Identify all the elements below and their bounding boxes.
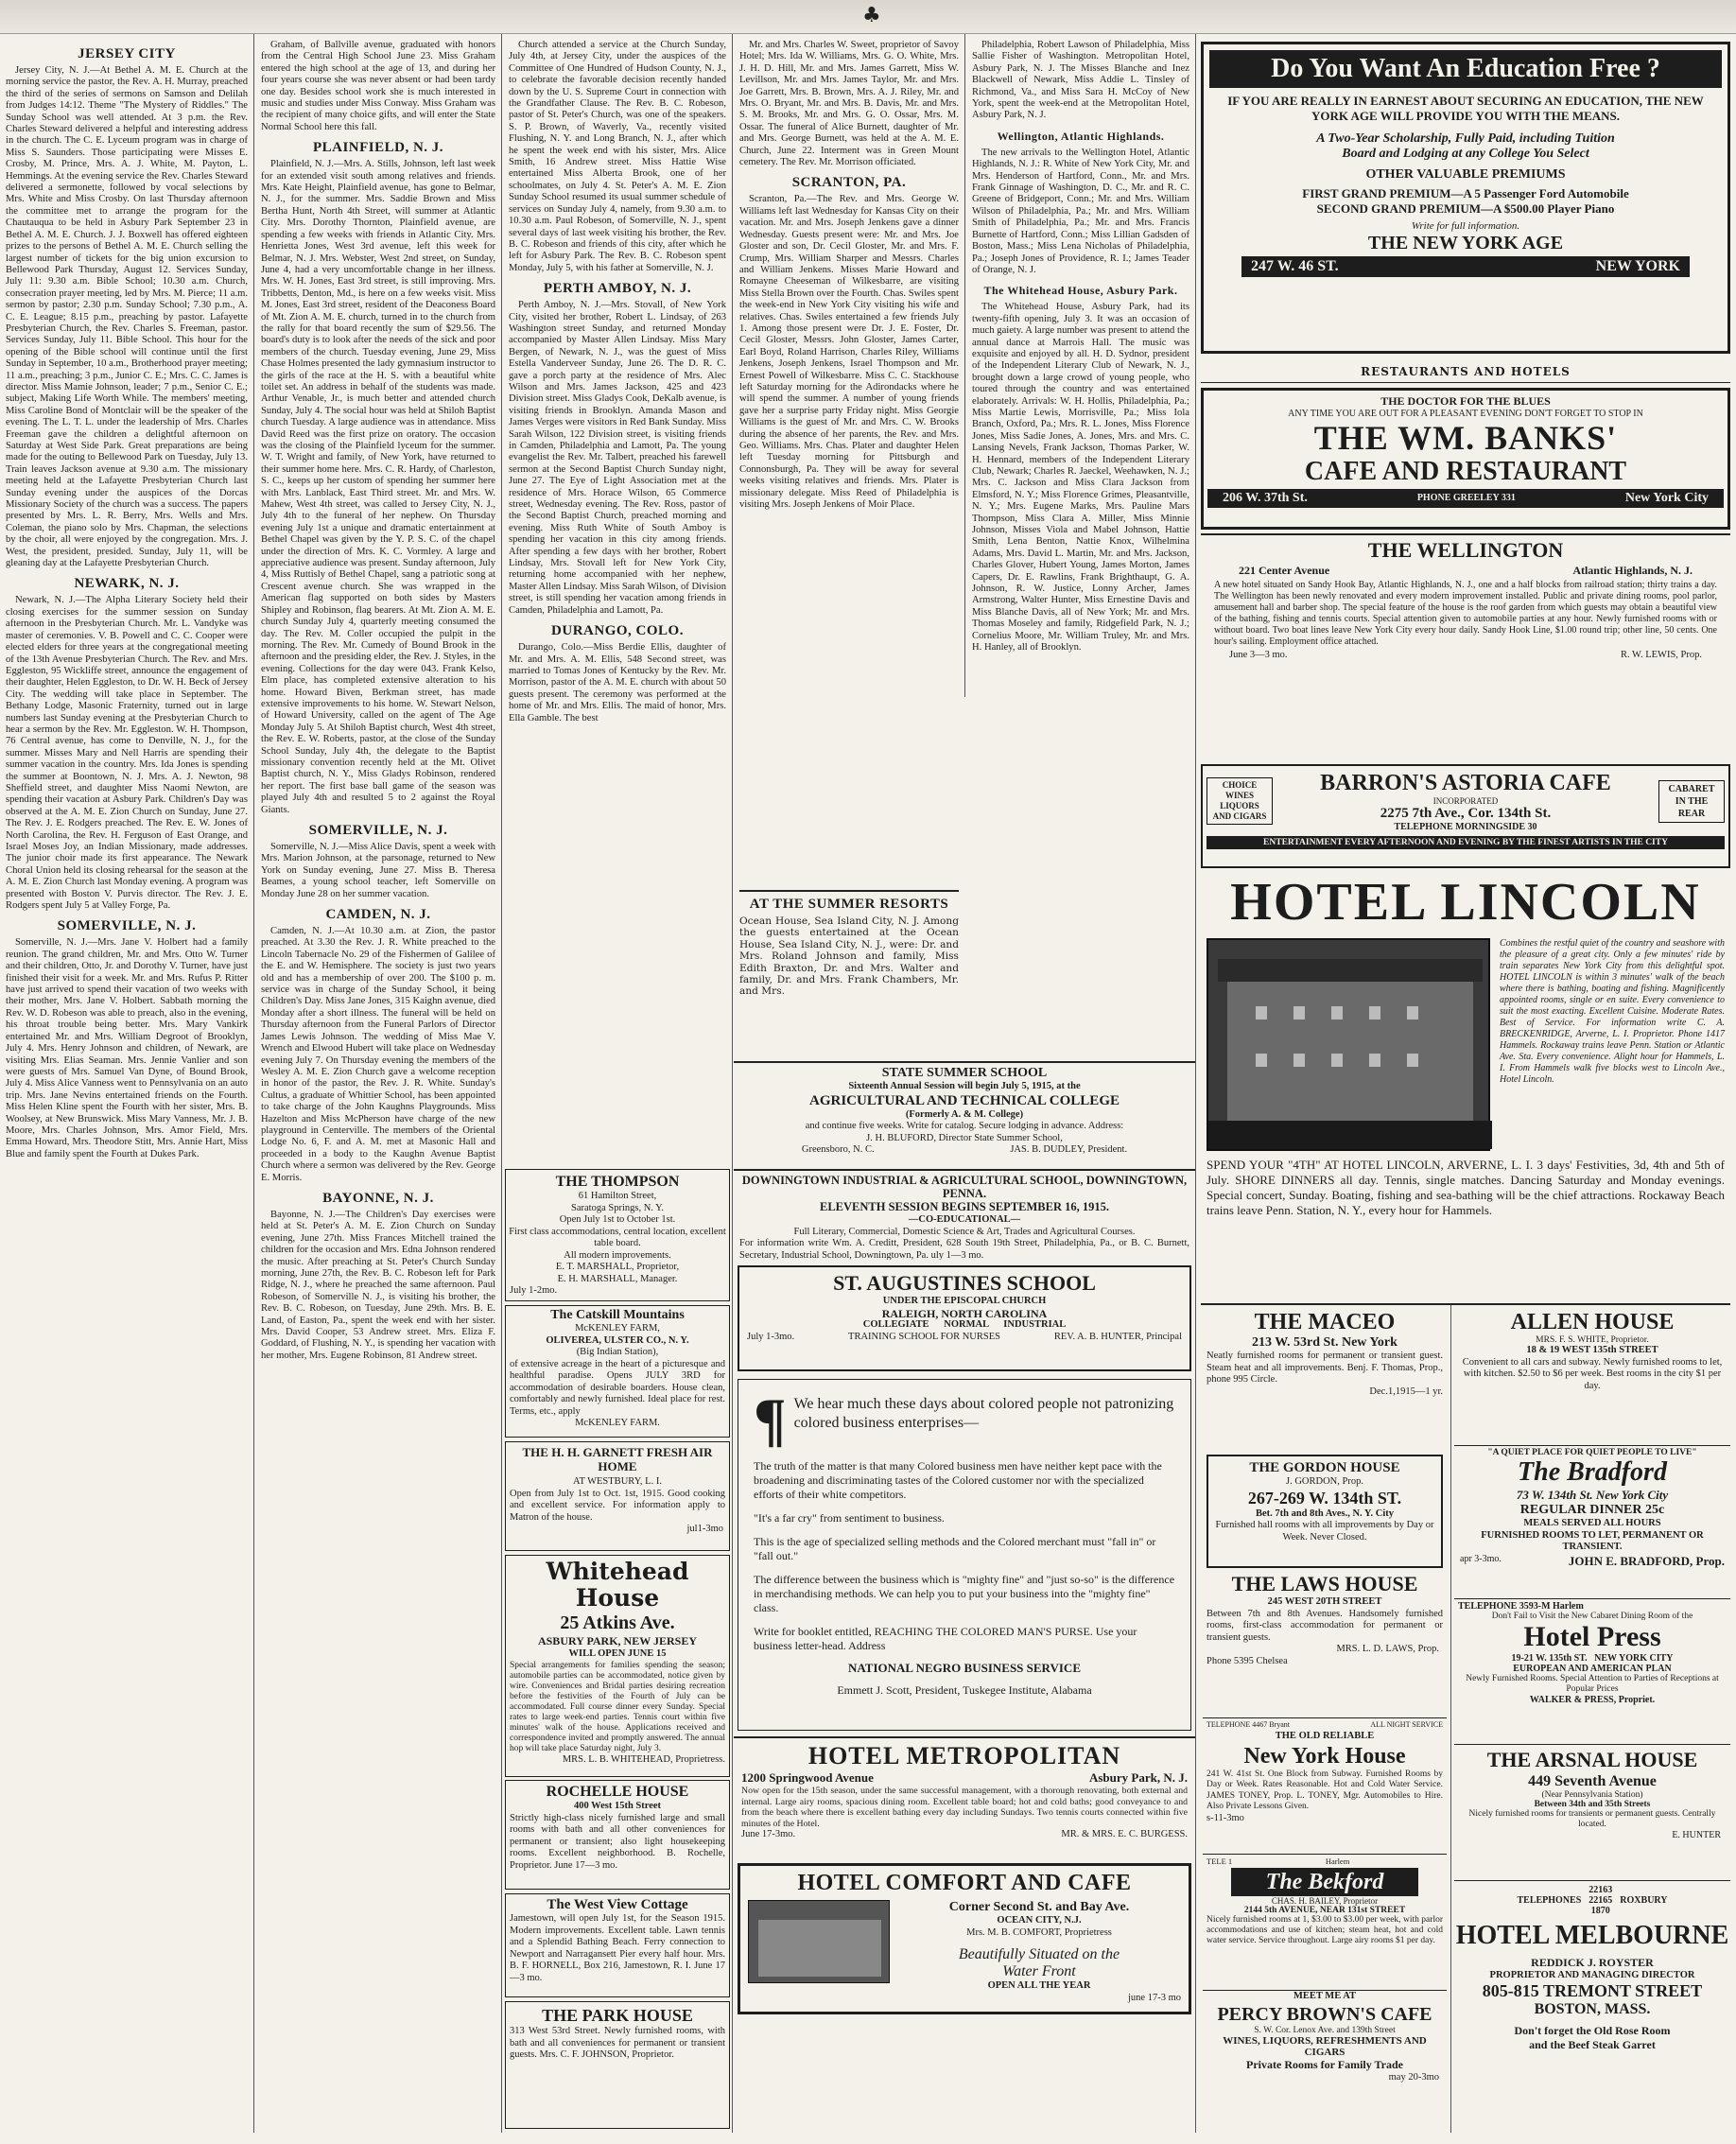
westview-title: The West View Cottage	[547, 1897, 688, 1912]
lincoln-ad	[1201, 872, 1730, 1298]
comfort-slogan: Water Front	[1002, 1963, 1076, 1979]
barron-center	[1273, 770, 1658, 832]
bekford-text: Nicely furnished rooms at 1, $3.00 to $3.00 per week, with parlor accommodations and use of kitchen; steam heat, hot and cold water service. Service throughout. Large airy rooms $1 per day.	[1207, 1915, 1443, 1945]
lincoln-window	[1293, 1006, 1305, 1020]
education-ad	[1201, 42, 1730, 354]
barron-left-box	[1207, 777, 1273, 825]
percy-rooms: Private Rooms for Family Trade	[1246, 2057, 1403, 2071]
maceo-title: THE MACEO	[1254, 1310, 1396, 1334]
column-divider	[253, 34, 254, 2133]
lincoln-hotel-image	[1207, 938, 1490, 1151]
lincoln-window	[1256, 1006, 1267, 1020]
article-text: Plainfield, N. J.—Mrs. A. Stills, Johnson, left last week for an extended visit south among relatives and friends. Mrs. Kate Height, Plainfield avenue, has gone to Belmar, N. J., for the summer. Mrs. Saddie Brown and Miss Bertha Hunt, North 4th Street, will summer at Atlantic City. Mrs. Dorothy Thornton, Plainfield avenue, are spending a few weeks with friends in Atlantic City. Mrs. Henrietta Jones, West 3rd avenue, left this week for Belmar, N. J. Mrs. Webster, West 2nd street, on Sunday, June 4, had a very uncomfortable change in her illness. Mrs. W. H. Jones, East 3rd street, is still improving. Mrs. Tribbetts, Denton, Md., is here on a few weeks visit. Miss M. Jones, East 3rd street, resident of the Deaconess Board of Mt. Zion A. M. E. church, turned in to the church from the rally for that board recently the sum of $29.56. The board's duty is to look after the needs of the sick and poor members of the church. Tuesday evening, June 29, Miss Chase Holmes presented the lady gymnasium instructor to the girls of the race at the H. S. with a beautiful white toilet set. An address in behalf of the students was made. Arthur Venable, Jr., is much better and attended church Sunday, July 4. The social hour was held at Shiloh Baptist church Tuesday. A large audience was in attendance. Miss David Reed was the first prize on oratory. The occasion was the closing of the Plainfield lyceum for the summer. W. T. Wright and family, of New York, have returned to their summer home here. Mrs. C. R. Hardy, of Charleston, S. C., keeps up her custom of spending her summer here with Mrs. Lanblack, East Third street. Mr. and Mrs. W. Mahew, West 4th street, was called to Jersey City, N. J., July 4th to the funeral of her nephew. On Thursday evening July 1st a unique and dramatic entertainment at Bethel Chapel was given by the Y. P. S. C. of the chapel under the direction of Mrs. K. C. Vormley. A large and appreciative audience was present. Sunday afternoon, July 4, Miss Ruttisly of Bethel Chapel, sang a patriotic song at Crescent avenue church. She was wrapped in the American flag supported on both sides by Masters Shipley and Robinson, flag bearers. At Mt. Zion A. M. E. church Sunday July 4, quarterly meeting consumed the day. The Rev. M. Coller occupied the pulpit in the morning. The Rev. Mr. Cumedy of Bound Brook in the afternoon and the presiding elder, the Rev. J. Styles, in the evening. Collections for the day were 043. Frank Kelso, Elm place, has completed extensive alteration to his home. Howard Biven, Berkman street, has made extensive improvements to his home. W. Stewart Nelson, of Howard University, called on the agent of The Age Monday July 5. At Shiloh Baptist church, West 4th street, the Rev. E. W. Roberts, pastor, at the close of the Sunday School Sunday, July 4th, the delegate to the Baptist missionary convention recently held at the Mt. Olivet Baptist church, N. Y., Miss Gladys Robinson, rendered her report. The first base ball game of the season was played July 4th and resulted 5 to 2 against the Royal Giants.	[261, 159, 495, 815]
wellington-footer	[1201, 650, 1730, 662]
rochelle-ad	[505, 1780, 730, 1890]
page-top-strip	[0, 0, 1736, 34]
laws-address: 245 WEST 20TH STREET	[1267, 1596, 1382, 1607]
nnbs-paragraph: The difference between the business which is "mighty fine" and "just so-so" is the difference in merchandising methods. We can help you to put your business into the "mighty fine" class.	[754, 1573, 1175, 1614]
parkhouse-text: 313 West 53rd Street. Newly furnished rooms, with bath and all conveniences for permanent or transient guests. Mrs. C. F. JOHNSON, Proprietor.	[510, 2026, 725, 2060]
thompson-line: All modern improvements.	[564, 1249, 671, 1261]
metropolitan-ad	[734, 1736, 1195, 1859]
nyhouse-title: New York House	[1243, 1743, 1406, 1769]
education-first-premium: FIRST GRAND PREMIUM—A 5 Passenger Ford Automobile	[1302, 186, 1629, 200]
section-title-plainfield: PLAINFIELD, N. J.	[312, 140, 444, 156]
article-text: Church attended a service at the Church Sunday, July 4th, at Jersey City, under the auspices of the Committee of One Hundred of Hudson County, N. J., to celebrate the favorable decision recently handed down by the U. S. Supreme Court in connection with the Grandfather Clause. The Rev. B. C. Robeson, pastor of St. Peter's Church, was one of the speakers. S. P. Brown, of Waverly, Va., recently visited Flushing, N. Y. and Long Branch, N. J., after which he spent the week end with his sister, Mrs. Alice Smith, 16 Andrew street. Miss Hattie Wise entertained Miss Alberta Brook, one of her schoolmates, on July 4. St. Peter's A. M. E. Zion Sunday School resumed its usual summer schedule of services on Sunday July 4, namely, from 9.30 a.m. to 10.30 a.m. Paul Robeson, of Somerville, N. J., spent several days of last week visiting his brother, the Rev. B. C. Robeson and friends of this city, after which he left for Asbury Park. The Rev. B. C. Robeson spent Monday, July 5, with his father at Somerville, N. J.	[509, 40, 726, 273]
gordon-title: THE GORDON HOUSE	[1249, 1460, 1400, 1475]
thompson-line: Open July 1st to October 1st.	[559, 1214, 676, 1225]
banks-tagline: THE DOCTOR FOR THE BLUES	[1380, 394, 1551, 408]
column-divider	[1195, 34, 1196, 2133]
pilcrow-icon: ¶	[754, 1386, 787, 1453]
lincoln-porch	[1208, 1121, 1492, 1149]
restaurants-header: RESTAURANTS AND HOTELS	[1361, 365, 1571, 378]
wellington-text: A new hotel situated on Sandy Hook Bay, Atlantic Highlands, N. J., one and a half blocks from railroad station; thirty trains a day. The Wellington has been newly renovated and every modern improvement installed. Public and private dining rooms, pool parlor, amusement hall and barber shop. The special feature of the house is the roof garden from which guests may obtain a beautiful view of the bathing, fishing and tennis courts. Special attention given to automobile parties at any hour. Newly furnished rooms with or without board. Two boat lines leave New York City every hour daily. Sandy Hook Line, $1.00 round trip; other line, 50 cents. One hour's sailing. Employment office attached.	[1214, 580, 1717, 647]
barron-right-box	[1658, 780, 1725, 823]
melbourne-address: 805-815 TREMONT STREET	[1482, 1981, 1703, 2000]
comfort-address: Corner Second St. and Bay Ave.	[948, 1900, 1130, 1914]
bekford-tele: TELE 1	[1207, 1856, 1233, 1866]
allen-proprietor: MRS. F. S. WHITE, Proprietor.	[1536, 1335, 1649, 1345]
article-text: The new arrivals to the Wellington Hotel, Atlantic Highlands, N. J.: R. White of New York City, Mr. and Mrs. Henderson of Hartford, Conn., Mr. and Mrs. Frank Ginnage of Washington, D. C., Mr. and R. C. Greene of Bridgeport, Conn.; Mr. and Mrs. William Wilson of Philadelphia, Pa.; Mr. and Mrs. William Smith of Philadelphia, Pa.; Mr. and Mrs. Francis Burnette of Hartford, Conn.; Miss Lillian Gadsden of Boston, Mass.; Miss Lena Nicholas of Philadelphia, Pa.; Joseph Jones of Providence, R. I.; James Teader of Orange, N. J.	[972, 147, 1189, 275]
downingtown-ad	[734, 1169, 1195, 1260]
education-city: NEW YORK	[1595, 258, 1680, 274]
arsnal-sub: (Near Pennsylvania Station)	[1541, 1790, 1643, 1800]
melbourne-tele-number: 22165	[1588, 1895, 1613, 1906]
thompson-title: THE THOMPSON	[555, 1174, 680, 1190]
metropolitan-city: Asbury Park, N. J.	[1088, 1770, 1188, 1785]
metropolitan-footer	[734, 1829, 1195, 1841]
barron-ad	[1201, 764, 1730, 868]
comfort-open: OPEN ALL THE YEAR	[987, 1980, 1091, 1991]
lincoln-bottom-text: SPEND YOUR "4TH" AT HOTEL LINCOLN, ARVERNE, L. I. 3 days' Festivities, 3d, 4th and 5th of July. SHORE DINNERS all day. Tennis, single matches. Dancing Saturday and Monday evenings. Special concert, Sunday. Boating, fishing and sea-bathing will be the chief attractions. Rockaway Beach trains leave Penn. Station, N. Y., every hour for Hammels.	[1207, 1158, 1725, 1217]
divider	[1201, 382, 1730, 383]
wellington-address-row	[1201, 564, 1730, 578]
section-title-jersey-city: JERSEY CITY	[78, 46, 176, 61]
nyhouse-service: ALL NIGHT SERVICE	[1370, 1720, 1443, 1729]
press-title: Hotel Press	[1523, 1621, 1661, 1652]
barron-left: AND CIGARS	[1212, 811, 1267, 821]
state-school-city: Greensboro, N. C.	[801, 1144, 875, 1155]
parkhouse-ad	[505, 2001, 730, 2129]
section-title-scranton: SCRANTON, PA.	[791, 175, 907, 191]
column-divider	[964, 34, 965, 697]
barron-left: LIQUORS	[1220, 801, 1259, 811]
thompson-line: E. H. MARSHALL, Manager.	[557, 1273, 678, 1284]
bradford-dinner: REGULAR DINNER 25c	[1519, 1503, 1665, 1517]
metropolitan-proprietor: MR. & MRS. E. C. BURGESS.	[1061, 1829, 1188, 1839]
section-title-durango: DURANGO, COLO.	[551, 623, 684, 639]
whitehead-city: ASBURY PARK, NEW JERSEY	[537, 1634, 698, 1647]
banks-ad	[1201, 388, 1730, 530]
allen-address: 18 & 19 WEST 135th STREET	[1526, 1345, 1658, 1355]
rochelle-text: Strictly high-class nicely furnished large and small rooms with bath and all other conveniences for permanent or transient; also light housekeeping rooms. Excellent neighborhood. B. Rochelle, Proprietor. June 17—3 mo.	[510, 1812, 725, 1871]
whitehead-title: Whitehead House	[546, 1558, 689, 1612]
gordon-text: Furnished hall rooms with all improvements by Day or Week. Never Closed.	[1215, 1520, 1434, 1543]
melbourne-roxbury: ROXBURY	[1620, 1895, 1668, 1906]
nnbs-lead: We hear much these days about colored people not patronizing colored business enterprises—	[793, 1396, 1174, 1431]
melbourne-line: Don't forget the Old Rose Room	[1514, 2024, 1671, 2037]
comfort-details	[897, 1900, 1181, 2004]
st-augustines-ad	[738, 1265, 1191, 1371]
column-2	[255, 40, 501, 2131]
wellington-date: June 3—3 mo.	[1229, 650, 1288, 660]
column-divider	[501, 34, 502, 2133]
education-paper: THE NEW YORK AGE	[1367, 233, 1564, 253]
percy-title: PERCY BROWN'S CAFE	[1217, 2003, 1432, 2025]
lincoln-window	[1369, 1006, 1380, 1020]
comfort-body	[740, 1896, 1189, 2008]
barron-right: CABARET	[1668, 783, 1715, 794]
state-school-line: Sixteenth Annual Session will begin July 5, 1915, at the	[848, 1081, 1081, 1091]
banks-title: THE WM. BANKS'	[1313, 419, 1618, 457]
lincoln-title: HOTEL LINCOLN	[1230, 873, 1701, 932]
masthead-ornament-icon: ♣	[862, 4, 881, 27]
percy-text: WINES, LIQUORS, REFRESHMENTS AND CIGARS	[1223, 2034, 1427, 2058]
barron-address: 2275 7th Ave., Cor. 134th St.	[1380, 806, 1552, 821]
section-title-somerville: SOMERVILLE, N. J.	[308, 823, 448, 838]
barron-phone: TELEPHONE MORNINGSIDE 30	[1394, 822, 1537, 832]
nyhouse-ad	[1203, 1717, 1447, 1850]
thompson-line: Saratoga Springs, N. Y.	[571, 1202, 664, 1213]
maceo-address: 213 W. 53rd St. New York	[1252, 1335, 1397, 1350]
section-title-wellington: Wellington, Atlantic Highlands.	[997, 129, 1165, 143]
state-school-college: AGRICULTURAL AND TECHNICAL COLLEGE	[808, 1092, 1120, 1108]
education-second-premium: SECOND GRAND PREMIUM—A $500.00 Player Piano	[1316, 201, 1615, 216]
catskill-line: of extensive acreage in the heart of a picturesque and healthful paradise. Opens JULY 3RD for accommodation of desirable boarders. House clean, comfortably and newly furnished. Ideal place for rest. Terms, etc., apply	[510, 1358, 725, 1417]
column-5	[966, 40, 1195, 877]
maceo-ad	[1203, 1309, 1447, 1451]
laws-phone: Phone 5395 Chelsea	[1207, 1655, 1288, 1666]
st-augustines-line: UNDER THE EPISCOPAL CHURCH	[882, 1296, 1047, 1306]
maceo-text: Neatly furnished rooms for permanent or transient guest. Steam heat and all improvements. Benj. F. Thomas, Prop., phone 995 Circle.	[1207, 1351, 1443, 1385]
melbourne-owner: REDDICK J. ROYSTER	[1531, 1956, 1654, 1969]
lincoln-window	[1369, 1054, 1380, 1067]
arsnal-title: THE ARSNAL HOUSE	[1486, 1748, 1698, 1771]
press-ad	[1454, 1598, 1730, 1740]
rochelle-address: 400 West 15th Street	[573, 1801, 662, 1811]
state-summer-school-ad	[734, 1061, 1195, 1167]
barron-title: BARRON'S ASTORIA CAFE	[1320, 771, 1611, 795]
bekford-harlem: Harlem	[1325, 1856, 1350, 1866]
state-school-title: STATE SUMMER SCHOOL	[881, 1066, 1048, 1080]
nnbs-sign: Emmett J. Scott, President, Tuskegee Institute, Alabama	[837, 1683, 1092, 1697]
article-text: Jersey City, N. J.—At Bethel A. M. E. Church at the morning service the pastor, the Rev. A. H. Murray, preached the third of the series of sermons on Samson and Delilah from Judges 14:12. Theme "The Mystery of Riddles." The Sunday School was well attended. At 3 p.m. the Rev. Charles Steward delivered a helpful and interesting address in the church. The C. E. Lyceum program was in charge of Miss S. Saunders. Those participating were Misses E. Crosby, M. Prince, Mrs. A. J. White, M. Payton, L. Hemmings. At the evening service the Rev. Charles Steward delivered a sermonette, followed by vocal selections by Mrs. White and Miss Crosby. On last Thursday afternoon the committee met to arrange the program for the Chautauqua to be held in Asbury Park September 23 in Bethel A. M. E. Church. J. J. Boxwell has offered eighteen prizes to the persons of Bethel A. M. E. Church selling the largest number of tickets for the big union excursion to Bellewood Park Thursday, August 12. Services Sunday, July 11: 9.30 a.m. Bible School; 10.30 a.m. Church, consecration prayer meeting, led by Mrs. M. Pierce; 11 a.m. sermon by pastor; 2.30 p.m. Sunday School; 7.30 p.m., A. C. E. League; 8.15 p.m., preaching by pastor. Lafayette Presbyterian Church, the Rev. Charles S. Freeman, pastor. Services Sunday, July 11. Bible School. This hour for the opening of the Bible school will continue until the first Sunday in September, 10 a.m., Brotherhood prayer meeting; 11 a.m., preaching; 3 p.m., Junior C. E.; Mrs. C. C. James is director. Miss Mamie Johnson, leader; 7 p.m., Senior C. E.; subject, Making Life Worth While. The members' meeting, Miss Caroline Bond of Montclair will be the speaker of the evening. The L. T. L. under the leadership of Mrs. Charles Freeman gave the children a delightful afternoon on Saturday at West Side Park. Great preparations are being made for the outing to Bellewood Park on Tuesday, July 13. Train leaves Jackson avenue at 9.30 a.m. The missionary meeting held at the Lafayette Presbyterian Church last Sunday evening under the auspices of the Dorcas Missionary Society of the church was a success. The papers presented by Mrs. L. R. Berry, Mrs. Wells and Mrs. Coleman, the piano solo by Mrs. Chapman, the selections by the choir, all were enjoyed by the congregation. Mrs. J. West, the president, presided. Sunday, July 11, will be gleaning day at the Lafayette Presbyterian Church.	[6, 65, 248, 569]
downingtown-line: Full Literary, Commercial, Domestic Science & Art, Trades and Agricultural Courses.	[793, 1226, 1136, 1237]
whitehead-address: 25 Atkins Ave.	[560, 1612, 675, 1633]
st-augustines-date: July 1-3mo.	[747, 1331, 795, 1342]
laws-title: THE LAWS HOUSE	[1231, 1572, 1418, 1595]
article-text: Mr. and Mrs. Charles W. Sweet, proprietor of Savoy Hotel; Mrs. Ida W. Williams, Mrs. G. O. White, Mrs. J. H. D. Hill, Mr. and Mrs. James Garrett, Miss W. Levillson, Mr. and Mrs. James Taylor, Mr. and Mrs. Joe Garrett, Mrs. B. Brown, Mrs. A. J. Riley, Mr. and Mrs. O. Bryant, Mr. and Mrs. B. Davis, Mr. and Mrs. S. M. Brooks, Mr. and Mrs. G. O. Ossar, Mrs. M. Ossar. The funeral of Alice Burnett, daughter of Mr. and Mrs. George Burnett, was held at the A. M. E. Church, June 22. Interment was in Green Mount cemetery. The Rev. Mr. Morrison officiated.	[739, 40, 959, 168]
catskill-ad	[505, 1305, 730, 1438]
divider	[1201, 1303, 1730, 1305]
melbourne-title: HOTEL MELBOURNE	[1455, 1921, 1729, 1950]
bradford-ad	[1454, 1445, 1730, 1595]
state-school-footer	[734, 1144, 1195, 1157]
education-title: Do You Want An Education Free ?	[1209, 50, 1722, 88]
allen-text: Convenient to all cars and subway. Newly furnished rooms to let, with kitchen. $2.50 to $6 per week. Best rooms in the city $1 per day.	[1462, 1356, 1723, 1391]
bradford-address: 73 W. 134th St. New York City	[1516, 1488, 1669, 1502]
article-text: Perth Amboy, N. J.—Mrs. Stovall, of New York City, visited her brother, Robert L. Lindsay, of 263 Washington street Sunday, and returned Monday accompanied by Master Allen Lindsay. Miss Mary Bergen, of Newark, N. J., was the guest of Miss Estella Vanderveer Sunday, June 26. The D. R. C. gave a porch party at the residence of Mrs. Alec Wilson and Mrs. James Jackson, 425 and 423 Division street. Miss Gladys Cook, DeKalb avenue, is visiting friends in Brooklyn. Amanda Mason and James Verges were visitors in Red Bank Sunday. Miss Sarah Wilson, 122 Division street, is visiting friends in Camden, Philadelphia and Lamott, Pa. The young evangelist the Rev. Mr. Talbert, preached his farewell sermon at the Second Baptist Church Sunday night, June 27. The Eye of Light Association met at the residence of Mrs. Horace Wilson, 65 Commerce street, Wednesday evening. The Rev. Ross, pastor of the Second Baptist Church, preached morning and evening. Miss Ruth White of South Amboy is spending her vacation in this city among friends. After spending a few days with her brother, Robert Lindsay, Mrs. Stovall left for New York City, returning home accompanied with her nephew, Master Allen Lindsay. Miss Sarah Wilson, of Division street, is still spending her vacation among friends in Camden, Philadelphia and Lamott, Pa.	[509, 300, 726, 616]
lincoln-window	[1256, 1054, 1267, 1067]
nnbs-ad	[738, 1379, 1191, 1731]
state-school-line: J. H. BLUFORD, Director State Summer School,	[866, 1132, 1063, 1143]
melbourne-tele-number: 1870	[1590, 1906, 1610, 1916]
banks-invite: ANY TIME YOU ARE OUT FOR A PLEASANT EVENING DON'T FORGET TO STOP IN	[1288, 409, 1643, 419]
press-lead: Don't Fail to Visit the New Cabaret Dining Room of the	[1491, 1612, 1693, 1621]
comfort-building-image	[748, 1900, 890, 1983]
comfort-proprietor: Mrs. M. B. COMFORT, Proprietress	[966, 1926, 1112, 1938]
catskill-title: The Catskill Mountains	[550, 1308, 685, 1322]
lincoln-side-text: Combines the restful quiet of the country and seashore with the pleasure of a great city. Only a few minutes' ride by train separates New York City from this delightful spot. HOTEL LINCOLN is within 3 minutes' walk of the beach where there is bathing, boating and fishing. Magnificently appointed rooms, single or en suite. Every convenience to suit the most exacting. Excellent Cuisine. Moderate Rates. Best of Service. For information write C. A. BRECKENRIDGE, Arverne, L. I. Proprietor. Phone 1417 Hammels. Rockaway trains leave Penn. Station or Atlantic Ave. Sta. Every convenience. Alight hour for Hammels, L. I. From Hammels walk five blocks west to Lincoln Ave., Hotel Lincoln.	[1500, 938, 1725, 1085]
nnbs-paragraph: This is the age of specialized selling methods and the Colored merchant must "fall in" or "fall out."	[754, 1535, 1156, 1562]
state-school-president: JAS. B. DUDLEY, President.	[1010, 1144, 1128, 1155]
laws-text: Between 7th and 8th Avenues. Handsomely furnished rooms, first-class accommodation for permanent or transient guests.	[1207, 1608, 1443, 1643]
bradford-title: The Bradford	[1518, 1457, 1667, 1487]
nyhouse-date: s-11-3mo	[1207, 1812, 1244, 1823]
whitehead-ad	[505, 1555, 730, 1777]
comfort-city: OCEAN CITY, N.J.	[997, 1915, 1082, 1926]
article-text: Graham, of Ballville avenue, graduated with honors from the Central High School June 23. Miss Graham entered the high school at the age of 13, and during her four years course she was never absent or had been tardy one day. Besides school work she is much interested in music and studies under Miss Conway. Miss Graham was the recipient of many choice gifts, and will enter the State Normal School here this fall.	[261, 40, 495, 132]
lincoln-window	[1407, 1006, 1418, 1020]
arsnal-text: Nicely furnished rooms for transients or permanent guests. Centrally located.	[1468, 1809, 1716, 1829]
st-augustines-line: COLLEGIATE NORMAL INDUSTRIAL	[862, 1319, 1067, 1330]
lincoln-window	[1331, 1054, 1343, 1067]
nyhouse-phone: TELEPHONE 4467 Bryant	[1207, 1720, 1290, 1729]
barron-left: WINES	[1224, 791, 1254, 800]
section-title-bayonne: BAYONNE, N. J.	[322, 1190, 434, 1206]
article-text: Scranton, Pa.—The Rev. and Mrs. George W. Williams left last Wednesday for Kansas City on their vacation. Mr. and Mrs. Joseph Jenkens gave a dinner Wednesday. Guests present were: Mr. and Mrs. Joe Gloster and son, Dr. Cecil Gloster, Mr. and Mrs. F. Crump, Mrs. William Sharper and Messrs. Charles and William Jenkens. Misses Marie Howard and Romayne Cheeseman of Wilkesbarre, are visiting Miss Stella Brown over the Fourth. Chas. Swiles spent the week-end in New York City visiting his wife and relatives. Chas. Swiles entertained a few friends July 1. Among those present were Dr. J. E. Foster, Dr. Cecil Gloster, Messrs. John Gloster, James Carter, Earl Boyd, Roland Harrison, Charles Riley, Williams Jenkens, Joseph Jenkens, Israel Thompson and Mr. Ernest Powell of Wilkesbarre. Miss C. C. Stackhouse left Saturday morning for the Adirondacks where he will spend the summer. A number of young friends gave her a surprise party Friday night. Miss Georgie Williams is the guest of Mr. and Mrs. C. W. Brooks during the absence of her parents, the Rev. and Mrs. Geo. Williams. Mrs. Chas. Plater and daughter Helen left Tuesday morning for Pittsburgh and Connonsburgh, Pa. They will be away for several weeks visiting relatives and friends. Mrs. Plater is missionary delegate. Miss Reed of Philadelphia is visiting Mrs. Joseph Jenkens of Moir Place.	[739, 194, 959, 511]
wellington-address: 221 Center Avenue	[1239, 564, 1330, 577]
bekford-proprietor: CHAS. H. BAILEY, Proprietor	[1271, 1896, 1379, 1906]
laws-ad	[1203, 1572, 1447, 1714]
lincoln-window	[1331, 1006, 1343, 1020]
article-text: Somerville, N. J.—Mrs. Jane V. Holbert had a family reunion. The grand children, Mr. and Mrs. Otto W. Turner and their children, Otto, Jr. and Dorothy V. Turner, have just finished their visit for a week. Mr. and Mrs. Rufus P. Ritter have just arrived to spend their vacation of two weeks with their mother, Mrs. Jane V. Holbert. Sabbath morning the Rev. W. D. Robeson was able to preach, also in the evening, his throat trouble being better. Mrs. Mary Vankirk entertained Mr. and Mrs. William Degroot of Brooklyn, July 4. Mrs. Henry Johnson and children, of Newark, are visiting Mrs. Elias Seaman. Mrs. Jennie Vanlier and son were guests of Mrs. Samuel Van Dyne, of Bound Brook, July 4. Miss Alice Vanness went to Pennsylvania on an auto trip. Mrs. Jane Nevins entertained friends on the Fourth. Miss Helen Kline spent the Fourth with her sister, Mrs. B. Woolsey, at New Brunswick. Miss Mary Vanness, Mr. J. B. Moore, Mrs. Charles Johnson, Mrs. Amor Field, Mrs. Emma Howard, Mrs. Theodore Stitt, Mrs. Annie Hart, Miss Blue and family spent the Fourth at Dukes Park.	[6, 937, 248, 1159]
arsnal-between: Between 34th and 35th Streets	[1534, 1800, 1651, 1809]
comfort-ad	[738, 1863, 1191, 2014]
bekford-ad	[1203, 1854, 1447, 1986]
bekford-header	[1203, 1855, 1447, 1868]
percy-meet: MEET ME AT	[1293, 1991, 1357, 2001]
gordon-ad	[1207, 1455, 1443, 1568]
gordon-address: 267-269 W. 134th ST.	[1247, 1488, 1402, 1508]
westview-text: Jamestown, will open July 1st, for the Season 1915. Modern improvements. Excellent table. Lawn tennis and a Splendid Bathing Beach. Ferry connection to Newport and Narragansett Pier every half hour. Mrs. B. F. HORNELL, Box 216, Jamestown, R. I. June 17—3 mo.	[510, 1913, 725, 1983]
metropolitan-address: 1200 Springwood Avenue	[741, 1770, 874, 1785]
banks-phone: PHONE GREELEY 331	[1416, 493, 1516, 503]
education-board: Board and Lodging at any College You Select	[1342, 147, 1589, 161]
bekford-title: The Bekford	[1231, 1868, 1418, 1896]
melbourne-role: PROPRIETOR AND MANAGING DIRECTOR	[1489, 1970, 1695, 1980]
downingtown-line: ELEVENTH SESSION BEGINS SEPTEMBER 16, 1915.	[820, 1200, 1109, 1213]
st-augustines-principal: REV. A. B. HUNTER, Principal	[1053, 1331, 1182, 1342]
summer-resorts-section	[734, 884, 964, 1059]
banks-city: New York City	[1624, 491, 1709, 505]
wellington-proprietor: R. W. LEWIS, Prop.	[1620, 650, 1702, 660]
arsnal-proprietor: E. HUNTER	[1672, 1830, 1721, 1840]
metropolitan-text: Now open for the 15th season, under the same successful management, with a thorough renovating, both external and internal. Large airy rooms, spacious dining room. Excellent table board; hot and cold baths; good conveyance to and from the beach where there is excellent bathing every day including Sundays. Two tennis courts connected within five minutes of the Hotel.	[741, 1786, 1188, 1829]
allen-ad	[1454, 1309, 1730, 1441]
bekford-address: 2144 5th AVENUE, NEAR 131st STREET	[1243, 1906, 1406, 1915]
nyhouse-text: 241 W. 41st St. One Block from Subway. Furnished Rooms by Day or Week. Rates Reasonable. Hot and Cold Water Service. JAMES TONEY, Prop. L. TONEY, Mgr. Automobiles to Hire. Also Private Lessons Given.	[1207, 1769, 1443, 1811]
lincoln-roof	[1218, 959, 1483, 982]
bradford-footer	[1454, 1554, 1730, 1569]
garnett-line: AT WESTBURY, L. I.	[573, 1476, 662, 1487]
article-text: Somerville, N. J.—Miss Alice Davis, spent a week with Mrs. Marion Johnson, at the parsonage, returned to New York on Sunday evening, June 27. Miss B. Theresa Beames, a young school teacher, left Somerville on Monday June 28 on her summer vacation.	[261, 842, 495, 899]
garnett-line: Open from July 1st to Oct. 1st, 1915. Good cooking and excellent service. For information apply to Matron of the house.	[510, 1488, 725, 1523]
education-line: IF YOU ARE REALLY IN EARNEST ABOUT SECURING AN EDUCATION, THE NEW YORK AGE WILL PROVIDE YOU WITH THE MEANS.	[1227, 94, 1704, 123]
section-title-whitehead: The Whitehead House, Asbury Park.	[983, 284, 1178, 298]
article-text: Newark, N. J.—The Alpha Literary Society held their closing exercises for the summer session on Sunday afternoon in the Presbyterian Church. Mr. L. Vandyke was master of ceremonies. V. B. Powell and C. C. Cooper were elected elders for three years at the congregational meeting of the 13th Avenue Presbyterian Church. The Rev. and Mrs. Eggleston, 95 Wickliffe street, announce the engagement of their daughter, Helen Eggleston, to Dr. W. H. Beck of Jersey City. The wedding will take place in September. The Bethany Lodge, Masonic Fraternity, turned out in large numbers last Sunday evening at the Presbyterian Church to hear a sermon by the Rev. Mr. Eggleston. W. H. Thompson, 76 Central avenue, has come to Denville, N. J., for the summer. Misses Mary and Nell Harris are spending their summer vacation in the country. Mrs. Ida Jones is spending the summer at Boontown, N. J. Mrs. A. J. Newton, 98 Sheffield street, and daughter Miss Naomi Newton, are spending their vacation at Asbury Park. Children's Day was observed at the A. M. E. Zion Church on Sunday, June 27. The Rev. J. E. Rodgers preached. The Rev. E. W. Jones of North Carolina, the Rev. H. Ferguson of East Orange, and Israel Moses Joy, an Indian Missionary, made addresses. The junior choir made its first appearance. The Newark Choral Union held its closing rehearsal for the season at the A. M. E. Zion Church last Monday evening. A program was presented with Boston V. Purvis director. The Rev. J. E. Rodgers spent July 5 at Valley Forge, Pa.	[6, 595, 248, 912]
summer-resorts-title: AT THE SUMMER RESORTS	[739, 890, 959, 913]
metropolitan-address-row	[734, 1770, 1195, 1786]
downingtown-title: DOWNINGTOWN INDUSTRIAL & AGRICULTURAL SCHOOL, DOWNINGTOWN, PENNA.	[741, 1174, 1188, 1200]
barron-right: REAR	[1677, 808, 1706, 819]
bradford-rooms: FURNISHED ROOMS TO LET, PERMANENT OR TRANSIENT.	[1481, 1529, 1704, 1552]
garnett-title: THE H. H. GARNETT FRESH AIR HOME	[522, 1445, 713, 1473]
whitehead-proprietor: MRS. L. B. WHITEHEAD, Proprietress.	[562, 1753, 725, 1765]
state-school-line: (Formerly A. & M. College)	[905, 1108, 1024, 1120]
metropolitan-title: HOTEL METROPOLITAN	[807, 1742, 1121, 1769]
barron-right: IN THE	[1675, 795, 1709, 807]
nnbs-lead-row	[754, 1386, 1175, 1453]
melbourne-city: BOSTON, MASS.	[1534, 2001, 1651, 2017]
melbourne-tele-numbers	[1588, 1885, 1612, 1916]
garnett-ad	[505, 1441, 730, 1551]
comfort-date: june 17-3 mo	[1128, 1992, 1181, 2003]
article-text: Bayonne, N. J.—The Children's Day exercises were held at St. Peter's A. M. E. Zion Church on Sunday evening, June 27th. Miss Frances Mitchell trained the children for the occasion and Mrs. Edna Johnson rendered the music. After preaching at St. Peter's Church Sunday morning, June 27th, the Rev. B. C. Robeson left for Park Ridge, N. J., where he preached the same afternoon. Paul Robeson, of Somerville N. J., is visiting his brother, the Rev. B. C. Robeson, on Tuesday, June 29th. Mrs. B. E. Land, of Easton, Pa., spent the week end with her sister. Mrs. David Cooper, 53 Andrew street. Mrs. Eliza F. Goddard, of Flushing, N. Y., is spending her vacation with her mother, Mrs. Eugene Robinson, 81 Andrew street.	[261, 1209, 495, 1361]
summer-resorts-text: Ocean House, Sea Island City, N. J. Among the guests entertained at the Ocean House, Sea Island City, N. J., were: Dr. and Mrs. Roland Johnson and family, Miss Edith Braxton, Dr. and Mrs. Walter and family, Dr. and Mrs. Frank Chambers, Mr. and Mrs.	[739, 915, 959, 998]
catskill-line: (Big Indian Station),	[576, 1347, 659, 1357]
melbourne-ad	[1454, 1880, 1730, 2130]
catskill-line: McKENLEY FARM.	[575, 1418, 660, 1428]
state-school-line: and continue five weeks. Write for catalog. Secure lodging in advance. Address:	[805, 1121, 1124, 1131]
bradford-proprietor: JOHN E. BRADFORD, Prop.	[1568, 1553, 1725, 1568]
percy-ad	[1203, 1990, 1447, 2130]
barron-bottom: ENTERTAINMENT EVERY AFTERNOON AND EVENING BY THE FINEST ARTISTS IN THE CITY	[1207, 836, 1725, 849]
catskill-line: OLIVEREA, ULSTER CO., N. Y.	[546, 1334, 689, 1346]
st-augustines-line: RALEIGH, NORTH CAROLINA	[881, 1306, 1048, 1320]
education-address-bar	[1241, 256, 1690, 277]
nyhouse-header	[1203, 1718, 1447, 1731]
st-augustines-title: ST. AUGUSTINES SCHOOL	[833, 1271, 1096, 1295]
allen-title: ALLEN HOUSE	[1510, 1310, 1675, 1334]
column-4	[734, 40, 964, 877]
banks-title2: CAFE AND RESTAURANT	[1304, 457, 1627, 486]
percy-date: may 20-3mo	[1388, 2071, 1439, 2083]
press-text: Newly Furnished Rooms. Special Attention to Parties of Receptions at Popular Prices	[1466, 1674, 1719, 1694]
thompson-line: July 1-2mo.	[510, 1285, 558, 1296]
whitehead-open: WILL OPEN JUNE 15	[568, 1648, 667, 1659]
barron-left: CHOICE	[1222, 780, 1258, 790]
parkhouse-title: THE PARK HOUSE	[542, 2006, 693, 2025]
gordon-between: Bet. 7th and 8th Aves., N. Y. City	[1255, 1508, 1395, 1519]
column-3-news	[503, 40, 732, 1160]
education-info: Write for full information.	[1411, 220, 1520, 232]
melbourne-line: and the Beef Steak Garret	[1529, 2038, 1656, 2051]
metropolitan-date: June 17-3mo.	[741, 1829, 796, 1839]
catskill-line: McKENLEY FARM,	[575, 1323, 660, 1333]
section-title-perth-amboy: PERTH AMBOY, N. J.	[543, 281, 692, 297]
melbourne-tele-number: 22163	[1588, 1885, 1613, 1895]
wellington-city: Atlantic Highlands, N. J.	[1572, 564, 1693, 577]
section-title-newark: NEWARK, N. J.	[74, 576, 180, 592]
melbourne-phones	[1454, 1885, 1730, 1916]
laws-proprietor: MRS. L. D. LAWS, Prop.	[1336, 1644, 1439, 1654]
article-text: Camden, N. J.—At 10.30 a.m. at Zion, the pastor preached. At 3.30 the Rev. J. R. White preached to the Lincoln Tabernacle No. 29 of the Fishermen of Galilee of the E. and W. Hemisphere. The society is just two years old and has a membership of over 200. The $100 p. m. service was in charge of the Sunday School, it being Children's Day. Miss Jane Jones, 315 Kaighn avenue, died Monday after a short illness. The funeral will be held on Thursday afternoon from the Funeral Parlors of Director James Lewis Johnson. The wedding of Miss Mae V. Wrench and Elwood Hubert will take place on Wednesday evening July 7. On Thursday evening the members of the Wesley A. M. E. Zion Church gave a welcome reception in honor of the pastor, the Rev. J. R. White. Sunday's Cultus, a graduate of Whittier School, has been appointed to take charge of the John Kaughns Playgrounds. Miss Hazelton and Miss McPherson have charge of the new playground in Centerville. The members of the Oriental Lodge No. 6, F. and A. M. met at Masonic Hall and proceeded in a body to the Kaughn Avenue Baptist Church where a sermon was delivered by the Rev. George E. Morris.	[261, 926, 495, 1183]
lincoln-window	[1407, 1054, 1418, 1067]
nyhouse-reliable: THE OLD RELIABLE	[1275, 1731, 1375, 1741]
section-title-somerville: SOMERVILLE, N. J.	[57, 918, 197, 934]
comfort-slogan: Beautifully Situated on the	[958, 1946, 1120, 1962]
column-1	[0, 40, 253, 2131]
press-phone: TELEPHONE 3593-M Harlem	[1458, 1601, 1584, 1612]
wellington-title: THE WELLINGTON	[1367, 538, 1564, 562]
banks-address-bar	[1207, 489, 1724, 508]
education-premiums: OTHER VALUABLE PREMIUMS	[1365, 167, 1566, 182]
article-text: The Whitehead House, Asbury Park, had its twenty-fifth opening, July 3. It was an occasion of much gaiety. A large number was present to attend the annual dance at Marrois Hall. The music was exquisite and enjoyed by all. H. D. Sydnor, president of the Independent Literary Club of Newark, N. J., brought down a large crowd of young people, who toured through the country and was entertained elaborately. Arrivals: W. H. Hollis, Philadelphia, Pa.; Miss Martie Lewis, Morrisville, Pa.; Miss Iola Branch, Oxford, Pa.; Mrs. R. L. Jones, Miss Florence Jones, Miss Sadie Jones, A. Jones, Mrs. and Mrs. C. Lansing Nevels, Frank Jackson, Thomas Parker, W. H. Hennard, members of the Independent Literary Club, Newark; Charles R. Jaeckel, Weehawken, N. J.; Mrs. C. Jackson and Miss Clara Jackson from Elmsford, N. Y.; Miss Florence Grimes, Pleasantville, N. Y.; Mrs. Eugene Marks, Mrs. Pauline Mars Thompson, Miss Clara A. Miller, Miss Minnie Johnson, Misses Viola and Mabel Johnson, Hattie Smith, Lena Benton, Nattie Knox, Wilhelmina Adams, Mrs. David L. Martin, Mr. and Mrs. Jackson, Charles Glover, Hubert Young, James Morton, James Capers, Dr. E. Rawlins, Frank Brighthaupt, G. A. Johnson, R. W. Justice, Lonny Archer, James Armstrong, Walter Hunter, Miss Ernestine Davis and Miss Blanche Davis, all of New York; Mr. and Mrs. Thomas Moseley and family, Ridgefield Park, N. J.; Cornelius Moore, Mr. William Truley, Mr. and Mrs. H. Hanley, all of Brooklyn.	[972, 302, 1189, 654]
thompson-line: First class accommodations, central location, excellent table board.	[509, 1226, 726, 1248]
whitehead-text: Special arrangements for families spending the season; automobile parties can be accommodated, notice given by wire. Conveniences and Bridal parties desiring recreation before the festivities of the Fourth of July can be accommodated. Full course dinner every Sunday. Special rates to large week-end parties. Tennis court within five minutes' walk of the house. Applications received and correspondence invited and promptly answered. The annual hop will take place Saturday night, July 3.	[510, 1660, 725, 1753]
maceo-date: Dec.1,1915—1 yr.	[1369, 1386, 1443, 1397]
education-scholarship: A Two-Year Scholarship, Fully Paid, including Tuition	[1316, 131, 1615, 146]
gordon-proprietor: J. GORDON, Prop.	[1286, 1476, 1363, 1487]
bradford-lead: "A QUIET PLACE FOR QUIET PEOPLE TO LIVE"	[1487, 1448, 1697, 1457]
thompson-line: 61 Hamilton Street,	[578, 1191, 657, 1201]
downingtown-line: —CO-EDUCATIONAL—	[908, 1214, 1021, 1225]
article-text: Philadelphia, Robert Lawson of Philadelphia, Miss Sallie Fisher of Washington. Metropolitan Hotel, Asbury Park, N. J. The Misses Blanche and Inez Blackwell of Newark, Miss Addie L. Tinsley of Richmond, Va., and Miss Sara H. McCoy of New York, spent the week-end at the Metropolitan Hotel, Asbury Park, N. J.	[972, 40, 1189, 121]
arsnal-address: 449 Seventh Avenue	[1528, 1773, 1657, 1789]
column-divider	[1450, 1305, 1451, 2133]
comfort-building-facade	[758, 1920, 881, 1977]
westview-ad	[505, 1893, 730, 1997]
arsnal-ad	[1454, 1744, 1730, 1876]
banks-address: 206 W. 37th St.	[1223, 491, 1308, 505]
nnbs-paragraph: "It's a far cry" from sentiment to business.	[754, 1511, 945, 1525]
lincoln-window	[1293, 1054, 1305, 1067]
bradford-meals: MEALS SERVED ALL HOURS	[1523, 1518, 1661, 1528]
st-augustines-training: TRAINING SCHOOL FOR NURSES	[848, 1331, 1000, 1342]
press-proprietor: WALKER & PRESS, Propriet.	[1529, 1695, 1656, 1705]
nnbs-paragraph: The truth of the matter is that many Colored business men have neither kept pace with the broadening and discriminating tastes of the Colored customer nor with the specialized efforts of their white competitors.	[754, 1459, 1162, 1501]
thompson-line: E. T. MARSHALL, Proprietor,	[555, 1262, 680, 1272]
press-address: 19-21 W. 135th ST. NEW YORK CITY	[1511, 1653, 1674, 1664]
section-title-camden: CAMDEN, N. J.	[325, 907, 431, 923]
education-address: 247 W. 46 ST.	[1251, 258, 1339, 274]
st-augustines-footer	[739, 1332, 1189, 1344]
garnett-line: jul1-3mo	[686, 1524, 723, 1534]
thompson-ad	[505, 1169, 730, 1301]
article-text: Durango, Colo.—Miss Berdie Ellis, daughter of Mr. and Mrs. A. M. Ellis, 548 Second street, was married to Tomas Jones of Kentucky by the Rev. Mr. Morrison, pastor of the A. M. E. church with about 50 guests present. The ceremony was performed at the home of Mr. and Mrs. Ellis. The maid of honor, Mrs. Ella Gamble. The best	[509, 642, 726, 723]
percy-address: S. W. Cor. Lenox Ave. and 139th Street	[1254, 2025, 1396, 2035]
barron-inc: INCORPORATED	[1432, 796, 1499, 806]
nnbs-paragraph: Write for booklet entitled, REACHING THE COLORED MAN'S PURSE. Use your business letter-head. Address	[754, 1625, 1137, 1652]
wellington-ad	[1201, 533, 1730, 760]
barron-row	[1203, 766, 1728, 836]
nnbs-org: NATIONAL NEGRO BUSINESS SERVICE	[847, 1661, 1081, 1675]
rochelle-title: ROCHELLE HOUSE	[546, 1784, 689, 1800]
comfort-title: HOTEL COMFORT AND CAFE	[797, 1871, 1132, 1895]
melbourne-tele-label: TELEPHONES	[1517, 1895, 1582, 1906]
downingtown-line: For information write Wm. A. Creditt, President, 628 South 19th Street, Philadelphia, Pa., or B. C. Burnett, Secretary, Industrial School, Downingtown, Pa. uly 1—3 mo.	[739, 1238, 1189, 1260]
press-plan: EUROPEAN AND AMERICAN PLAN	[1513, 1664, 1672, 1674]
column-divider	[732, 34, 733, 2133]
bradford-date: apr 3-3mo.	[1460, 1553, 1502, 1564]
